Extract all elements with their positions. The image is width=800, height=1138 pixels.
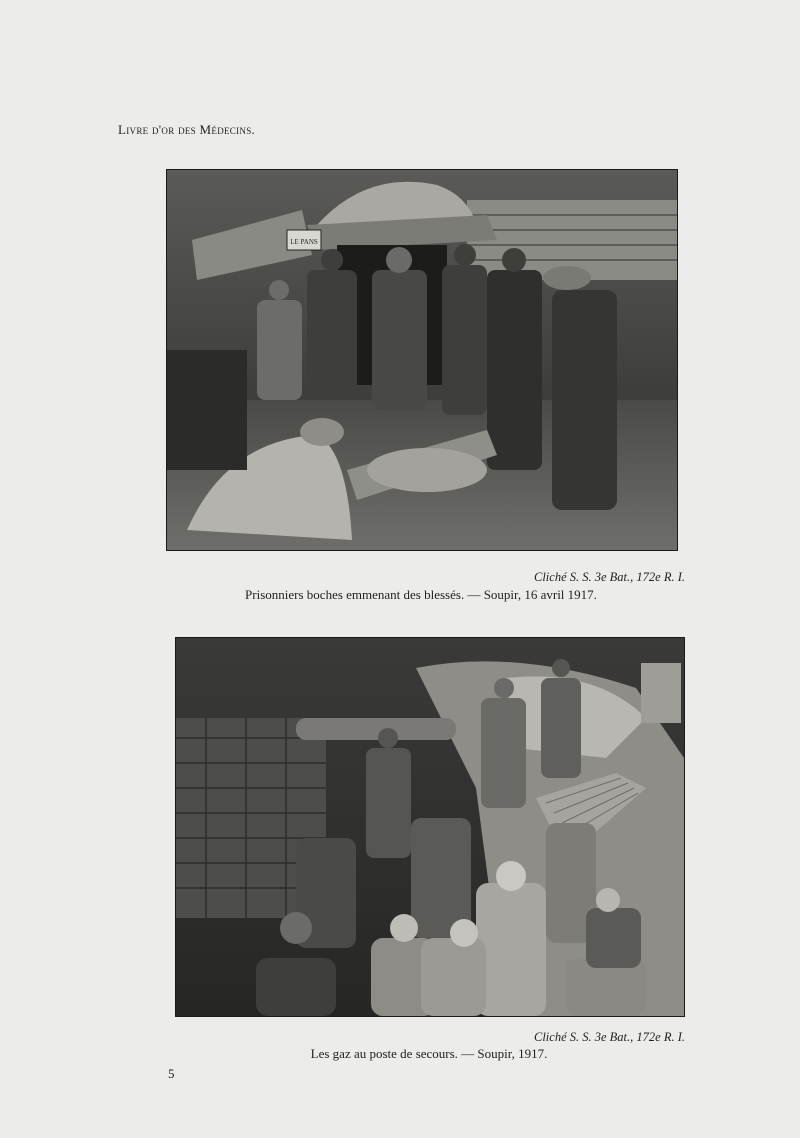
photograph-gas-masks-aid-post: [175, 637, 685, 1017]
dugout-sign-text: LE PANS: [290, 238, 318, 246]
photo-credit: Cliché S. S. 3e Bat., 172e R. I.: [533, 1030, 685, 1044]
page-number: 5: [168, 1066, 175, 1081]
running-title: Livre d'or des Médecins.: [118, 122, 256, 137]
photograph-prisoners-carrying-wounded: [166, 169, 678, 551]
photo-caption: Les gaz au poste de secours. — Soupir, 1917.: [310, 1046, 548, 1061]
photo-caption: Prisonniers boches emmenant des blessés. — Soupir, 16 avril 1917.: [245, 587, 597, 602]
photo-credit: Cliché S. S. 3e Bat., 172e R. I.: [533, 570, 685, 584]
